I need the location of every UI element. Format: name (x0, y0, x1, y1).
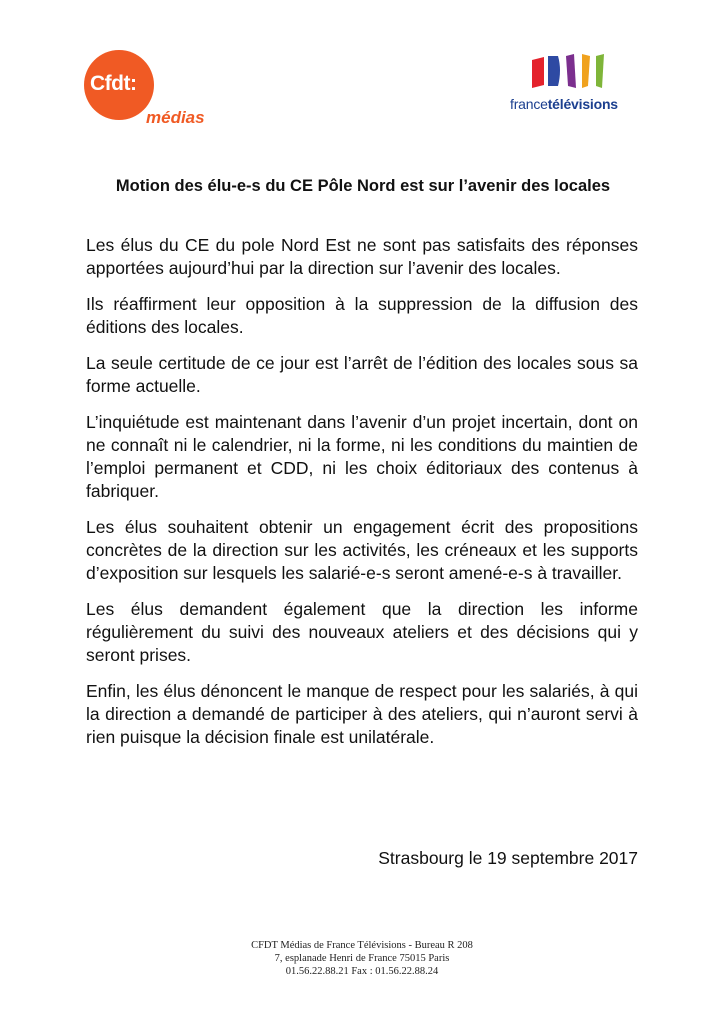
paragraph-2: Ils réaffirment leur opposition à la suppression de la diffusion des éditions des locales. (86, 294, 638, 337)
france-televisions-bars-icon (530, 52, 610, 90)
paragraph-6: Les élus demandent également que la direction les informe régulièrement du suivi des nouveaux ateliers et des décisions qui y seront prises. (86, 599, 638, 665)
signature-place-date: Strasbourg le 19 septembre 2017 (378, 848, 638, 868)
paragraph-7: Enfin, les élus dénoncent le manque de respect pour les salariés, à qui la direction a demandé de participer à des ateliers, qui n’auront servi à rien puisque la décision finale est unilatérale. (86, 681, 638, 747)
ftv-prefix: france (510, 96, 548, 112)
ftv-bar-orange (582, 54, 590, 88)
footer-address (0, 939, 724, 978)
france-televisions-wordmark (510, 96, 618, 112)
france-televisions-logo (506, 52, 646, 116)
paragraph-1: Les élus du CE du pole Nord Est ne sont pas satisfaits des réponses apportées aujourd’hui par la direction sur l’avenir des locales. (86, 235, 638, 278)
ftv-suffix: télévisions (547, 96, 618, 112)
document-title: Motion des élu-e-s du CE Pôle Nord est sur l’avenir des locales (115, 177, 611, 195)
ftv-bar-red (532, 57, 544, 88)
ftv-bar-blue (548, 56, 560, 86)
document-body (86, 234, 638, 762)
cfdt-logo-subtext: médias (146, 108, 205, 127)
ftv-bar-purple (566, 54, 576, 88)
footer-line-3: 01.56.22.88.21 Fax : 01.56.22.88.24 (285, 966, 439, 977)
cfdt-logo-text: Cfdt: (90, 72, 137, 95)
paragraph-3: La seule certitude de ce jour est l’arrêt de l’édition des locales sous sa forme actuelle. (86, 353, 638, 396)
footer-line-1: CFDT Médias de France Télévisions - Bureau R 208 (251, 940, 473, 951)
paragraph-5: Les élus souhaitent obtenir un engagement écrit des propositions concrètes de la direction sur les activités, les créneaux et les supports d’exposition sur lesquels les salarié-e-s seront amené-e-s à travailler. (86, 517, 638, 583)
ftv-bar-green (596, 54, 604, 88)
cfdt-medias-logo (84, 50, 214, 130)
footer-line-2: 7, esplanade Henri de France 75015 Paris (274, 953, 450, 964)
paragraph-4: L’inquiétude est maintenant dans l’avenir d’un projet incertain, dont on ne connaît ni le calendrier, ni la forme, ni les conditions du maintien de l’emploi permanent et CDD, ni les choix éditoriaux des contenus à fabriquer. (86, 412, 638, 501)
